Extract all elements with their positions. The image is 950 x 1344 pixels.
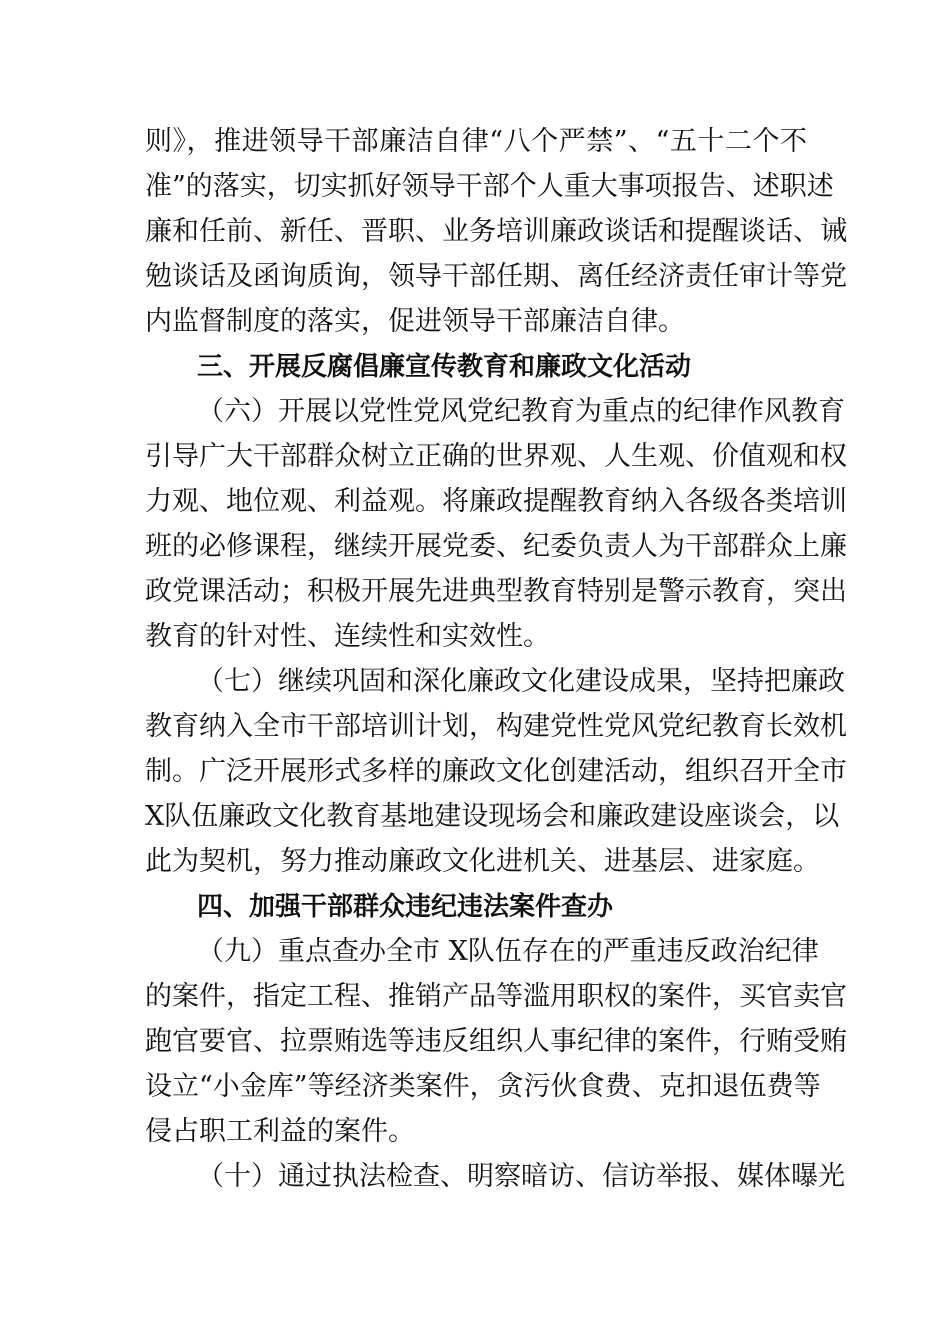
- paragraph-line: 班的必修课程，继续开展党委、纪委负责人为干部群众上廉: [145, 531, 847, 562]
- paragraph-line: 教育纳入全市干部培训计划，构建党性党风党纪教育长效机: [145, 711, 847, 742]
- paragraph-line: （十）通过执法检查、明察暗访、信访举报、媒体曝光: [197, 1161, 845, 1192]
- paragraph-line: 跑官要官、拉票贿选等违反组织人事纪律的案件，行贿受贿: [145, 1026, 847, 1057]
- paragraph-line: 此为契机，努力推动廉政文化进机关、进基层、进家庭。: [145, 846, 820, 877]
- paragraph-line: 引导广大干部群众树立正确的世界观、人生观、价值观和权: [145, 441, 847, 472]
- paragraph-line: 侵占职工利益的案件。: [145, 1116, 415, 1147]
- paragraph-line: 设立“小金库”等经济类案件，贪污伙食费、克扣退伍费等: [145, 1071, 821, 1102]
- paragraph-line: X队伍廉政文化教育基地建设现场会和廉政建设座谈会，以: [145, 801, 840, 832]
- paragraph-line: （七）继续巩固和深化廉政文化建设成果，坚持把廉政: [197, 666, 845, 697]
- section-heading: 四、加强干部群众违纪违法案件查办: [197, 892, 614, 922]
- paragraph-line: 教育的针对性、连续性和实效性。: [145, 621, 550, 652]
- paragraph-line: 政党课活动；积极开展先进典型教育特别是警示教育，突出: [145, 576, 847, 607]
- paragraph-line: 的案件，指定工程、推销产品等滥用职权的案件，买官卖官: [145, 981, 847, 1012]
- paragraph-line: 勉谈话及函询质询，领导干部任期、离任经济责任审计等党: [145, 261, 847, 292]
- paragraph-line: 力观、地位观、利益观。将廉政提醒教育纳入各级各类培训: [145, 486, 847, 517]
- paragraph-line: （六）开展以党性党风党纪教育为重点的纪律作风教育: [197, 396, 845, 427]
- paragraph-line: （九）重点查办全市 X队伍存在的严重违反政治纪律: [197, 936, 819, 967]
- paragraph-line: 则》，推进领导干部廉洁自律“八个严禁”、“五十二个不: [145, 126, 807, 157]
- paragraph-line: 制。广泛开展形式多样的廉政文化创建活动，组织召开全市: [145, 756, 847, 787]
- paragraph-line: 廉和任前、新任、晋职、业务培训廉政谈话和提醒谈话、诫: [145, 216, 847, 247]
- paragraph-line: 准”的落实，切实抓好领导干部个人重大事项报告、述职述: [145, 171, 834, 202]
- section-heading: 三、开展反腐倡廉宣传教育和廉政文化活动: [197, 352, 692, 382]
- paragraph-line: 内监督制度的落实，促进领导干部廉洁自律。: [145, 306, 685, 337]
